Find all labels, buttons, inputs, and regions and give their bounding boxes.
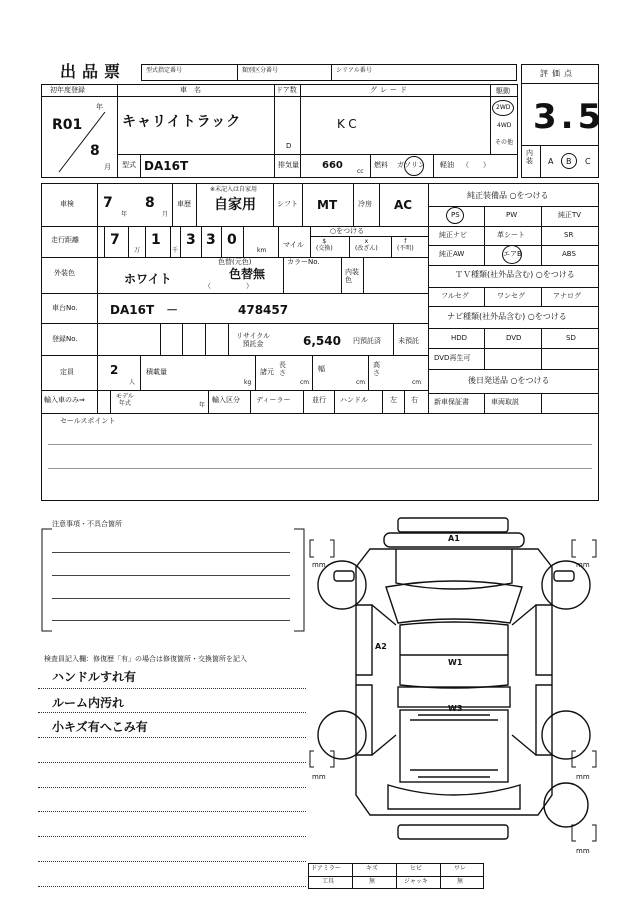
first-reg-month: 8 bbox=[90, 143, 100, 159]
model-year-unit: 年 bbox=[199, 402, 206, 409]
shift-label: シフト bbox=[277, 200, 298, 208]
width-label: 幅 bbox=[318, 365, 325, 373]
equipment-title: 純正装備品 ○をつける bbox=[467, 191, 549, 200]
door-d: D bbox=[286, 142, 292, 150]
repaint-label: 色替(元色) bbox=[218, 258, 252, 266]
header-fields-box bbox=[141, 64, 517, 81]
recycle-paid: 円預託済 bbox=[353, 337, 381, 345]
legend-jack-value: 無 bbox=[457, 878, 464, 885]
interior-a: A bbox=[548, 157, 554, 166]
note-line-2: ルーム内汚れ bbox=[52, 696, 125, 710]
length-label: 長さ bbox=[279, 361, 286, 377]
type-cert-no-label: 型式指定番号 bbox=[146, 67, 183, 74]
chassis-label: 車台No. bbox=[52, 304, 78, 312]
mark-a2: A2 bbox=[375, 642, 387, 651]
exchange-label: $ (交換) bbox=[316, 238, 333, 253]
dvd-playback: DVD再生可 bbox=[434, 354, 471, 362]
mm-spare: mm bbox=[576, 847, 590, 855]
navi-hdd: HDD bbox=[451, 334, 468, 342]
color-value: ホワイト bbox=[124, 272, 172, 286]
fuel-label: 燃料 bbox=[374, 161, 388, 169]
shaken-year-unit: 年 bbox=[121, 211, 128, 218]
grade-label: グレード bbox=[370, 86, 410, 94]
navi-sd: SD bbox=[566, 334, 576, 342]
capacity-label: 定員 bbox=[60, 368, 74, 376]
dims-label: 諸元 bbox=[260, 368, 274, 376]
category-no-label: 類別区分番号 bbox=[242, 67, 279, 74]
repaint-paren: （ ） bbox=[204, 282, 253, 290]
first-reg-label: 初年度登録 bbox=[50, 86, 85, 94]
unknown-label: f (不明) bbox=[397, 238, 414, 253]
recycle-amount: 6,540 bbox=[303, 334, 341, 348]
height-label: 高さ bbox=[373, 361, 380, 377]
model-label: 型式 bbox=[122, 161, 136, 169]
form-title: 出品票 bbox=[60, 62, 127, 81]
mark-a1: A1 bbox=[448, 534, 460, 543]
handle-left: 左 bbox=[390, 396, 397, 404]
shaken-label: 車検 bbox=[60, 200, 74, 208]
equip-navi: 純正ナビ bbox=[439, 231, 467, 239]
equip-ps-circle bbox=[446, 207, 464, 224]
handle-label: ハンドル bbox=[340, 396, 368, 404]
recycle-label: リサイクル 預託金 bbox=[236, 332, 271, 349]
later-title: 後日発送品 ○をつける bbox=[468, 376, 550, 385]
mileage-digit-4: 3 bbox=[206, 232, 216, 248]
first-reg-year-unit: 年 bbox=[96, 103, 103, 111]
equip-airbag-circle bbox=[502, 245, 522, 264]
first-reg-era: R01 bbox=[52, 117, 83, 133]
color-label: 外装色 bbox=[54, 269, 75, 277]
mile-label: マイル bbox=[283, 241, 304, 249]
history-value: 自家用 bbox=[214, 197, 256, 213]
width-cm: cm bbox=[356, 379, 366, 386]
equip-pw: PW bbox=[506, 211, 518, 219]
mm-rr: mm bbox=[576, 773, 590, 781]
interior-b-circle bbox=[561, 153, 577, 169]
mileage-digit-3: 3 bbox=[186, 232, 196, 248]
mileage-digit-2: 1 bbox=[151, 232, 161, 248]
interior-c: C bbox=[585, 157, 591, 166]
fuel-gasoline: ガソリン bbox=[397, 161, 425, 169]
equip-abs: ABS bbox=[562, 250, 576, 258]
grade-value: KC bbox=[337, 117, 361, 131]
legend-tools-value: 無 bbox=[369, 878, 376, 885]
mm-fr: mm bbox=[576, 561, 590, 569]
height-cm: cm bbox=[412, 379, 422, 386]
load-label: 積載量 bbox=[146, 368, 167, 376]
displacement-label: 排気量 bbox=[278, 161, 299, 169]
eval-label: 評価点 bbox=[540, 69, 576, 78]
first-reg-slash bbox=[55, 108, 110, 176]
sales-points-label: セールスポイント bbox=[60, 417, 116, 425]
equip-sr: SR bbox=[564, 231, 574, 239]
tv-oneseg: ワンセグ bbox=[497, 292, 525, 300]
import-type-label: 輸入区分 bbox=[212, 396, 240, 404]
legend-tools: 工具 bbox=[322, 878, 335, 885]
legend-break: ワレ bbox=[454, 865, 467, 872]
ac-label: 冷房 bbox=[358, 200, 372, 208]
fuel-other-paren: （ ） bbox=[462, 161, 490, 169]
drive-4wd: 4WD bbox=[497, 122, 512, 129]
drive-label: 駆動 bbox=[496, 87, 510, 95]
mileage-label: 走行距離 bbox=[51, 236, 79, 244]
car-name-label: 車 名 bbox=[180, 86, 201, 94]
length-cm: cm bbox=[300, 379, 310, 386]
later-warranty: 新車保証書 bbox=[434, 398, 469, 406]
reg-no-label: 登録No. bbox=[52, 335, 78, 343]
mm-fl: mm bbox=[312, 561, 326, 569]
shaken-month-unit: 月 bbox=[162, 211, 169, 218]
tv-title: ＴＶ種類(社外品含む) ○をつける bbox=[455, 270, 575, 279]
interior-grade-label: 内装 bbox=[526, 149, 533, 165]
km-unit: km bbox=[257, 247, 267, 254]
color-no-label: カラーNo. bbox=[287, 258, 320, 266]
tv-fullseg: フルセグ bbox=[441, 292, 469, 300]
man-unit: 万 bbox=[134, 247, 141, 254]
mark-w3: W3 bbox=[448, 704, 463, 713]
doors-label: ドア数 bbox=[276, 86, 297, 94]
mark-w1: W1 bbox=[448, 658, 463, 667]
recycle-unpaid: 未預託 bbox=[398, 337, 419, 345]
import-label: 輸入車のみ⇒ bbox=[44, 396, 85, 404]
legend-jack: ジャッキ bbox=[404, 878, 428, 885]
equip-tv: 純正TV bbox=[558, 211, 582, 219]
chassis-no: 478457 bbox=[238, 303, 289, 317]
repaint-value: 色替無 bbox=[229, 267, 266, 281]
score-value: 3.5 bbox=[533, 97, 606, 137]
serial-no-label: シリアル番号 bbox=[336, 67, 372, 74]
caution-label: 注意事項・不具合箇所 bbox=[52, 520, 122, 528]
first-reg-month-unit: 月 bbox=[104, 163, 111, 171]
cc-unit: cc bbox=[357, 168, 364, 175]
legend-mirror: ドアミラー bbox=[311, 865, 341, 872]
drive-2wd-circle bbox=[492, 100, 514, 116]
inspector-note: 検査員記入欄：修復歴「有」の場合は修復箇所・交換箇所を記入 bbox=[44, 655, 247, 663]
import-dealer: ディーラー bbox=[256, 396, 291, 404]
displacement-value: 660 bbox=[322, 160, 343, 171]
shaken-month: 8 bbox=[145, 195, 155, 211]
handle-right: 右 bbox=[411, 396, 418, 404]
legend-crack: ヒビ bbox=[410, 865, 423, 872]
kg-unit: kg bbox=[244, 379, 252, 386]
tamper-label: x (改ざん) bbox=[355, 238, 378, 253]
history-label: 車歴 bbox=[177, 200, 191, 208]
note-line-3: 小キズ有へこみ有 bbox=[52, 720, 148, 734]
equip-airbag: エアB bbox=[503, 250, 522, 258]
caution-bracket bbox=[38, 525, 308, 635]
note-line-1: ハンドルすれ有 bbox=[52, 670, 137, 684]
shift-value: MT bbox=[317, 198, 338, 212]
sen-unit: 千 bbox=[172, 247, 179, 254]
mileage-digit-5: 0 bbox=[227, 232, 237, 248]
capacity-value: 2 bbox=[110, 363, 119, 377]
drive-2wd: 2WD bbox=[496, 104, 511, 111]
fuel-gasoline-circle bbox=[404, 156, 424, 176]
mm-rl: mm bbox=[312, 773, 326, 781]
car-name-value: キャリイトラック bbox=[122, 114, 242, 130]
circle-note: ○をつける bbox=[330, 227, 365, 235]
ac-value: AC bbox=[394, 198, 413, 212]
mileage-digit-1: 7 bbox=[110, 232, 120, 248]
fuel-diesel: 軽油 bbox=[440, 161, 454, 169]
car-damage-diagram bbox=[300, 505, 610, 870]
equip-ps: PS bbox=[451, 211, 460, 219]
person-unit: 人 bbox=[129, 379, 136, 386]
shaken-year: 7 bbox=[103, 195, 113, 211]
equip-aw: 純正AW bbox=[439, 250, 465, 258]
interior-b: B bbox=[566, 157, 572, 166]
later-manual: 車両取説 bbox=[491, 398, 519, 406]
navi-title: ナビ種類(社外品含む) ○をつける bbox=[447, 312, 567, 321]
interior-color-label: 内装色 bbox=[345, 268, 359, 285]
model-year-label: モデル 年式 bbox=[116, 393, 134, 408]
tv-analog: アナログ bbox=[553, 292, 581, 300]
legend-scratch: キズ bbox=[366, 865, 378, 872]
equip-leather: 革シート bbox=[497, 231, 525, 239]
model-value: DA16T bbox=[144, 159, 189, 173]
chassis-prefix: DA16T － bbox=[110, 303, 179, 317]
unregistered-note: ※未記入は自家用 bbox=[210, 186, 258, 193]
import-parallel: 並行 bbox=[312, 396, 326, 404]
drive-other: その他 bbox=[495, 139, 514, 146]
navi-dvd: DVD bbox=[506, 334, 522, 342]
